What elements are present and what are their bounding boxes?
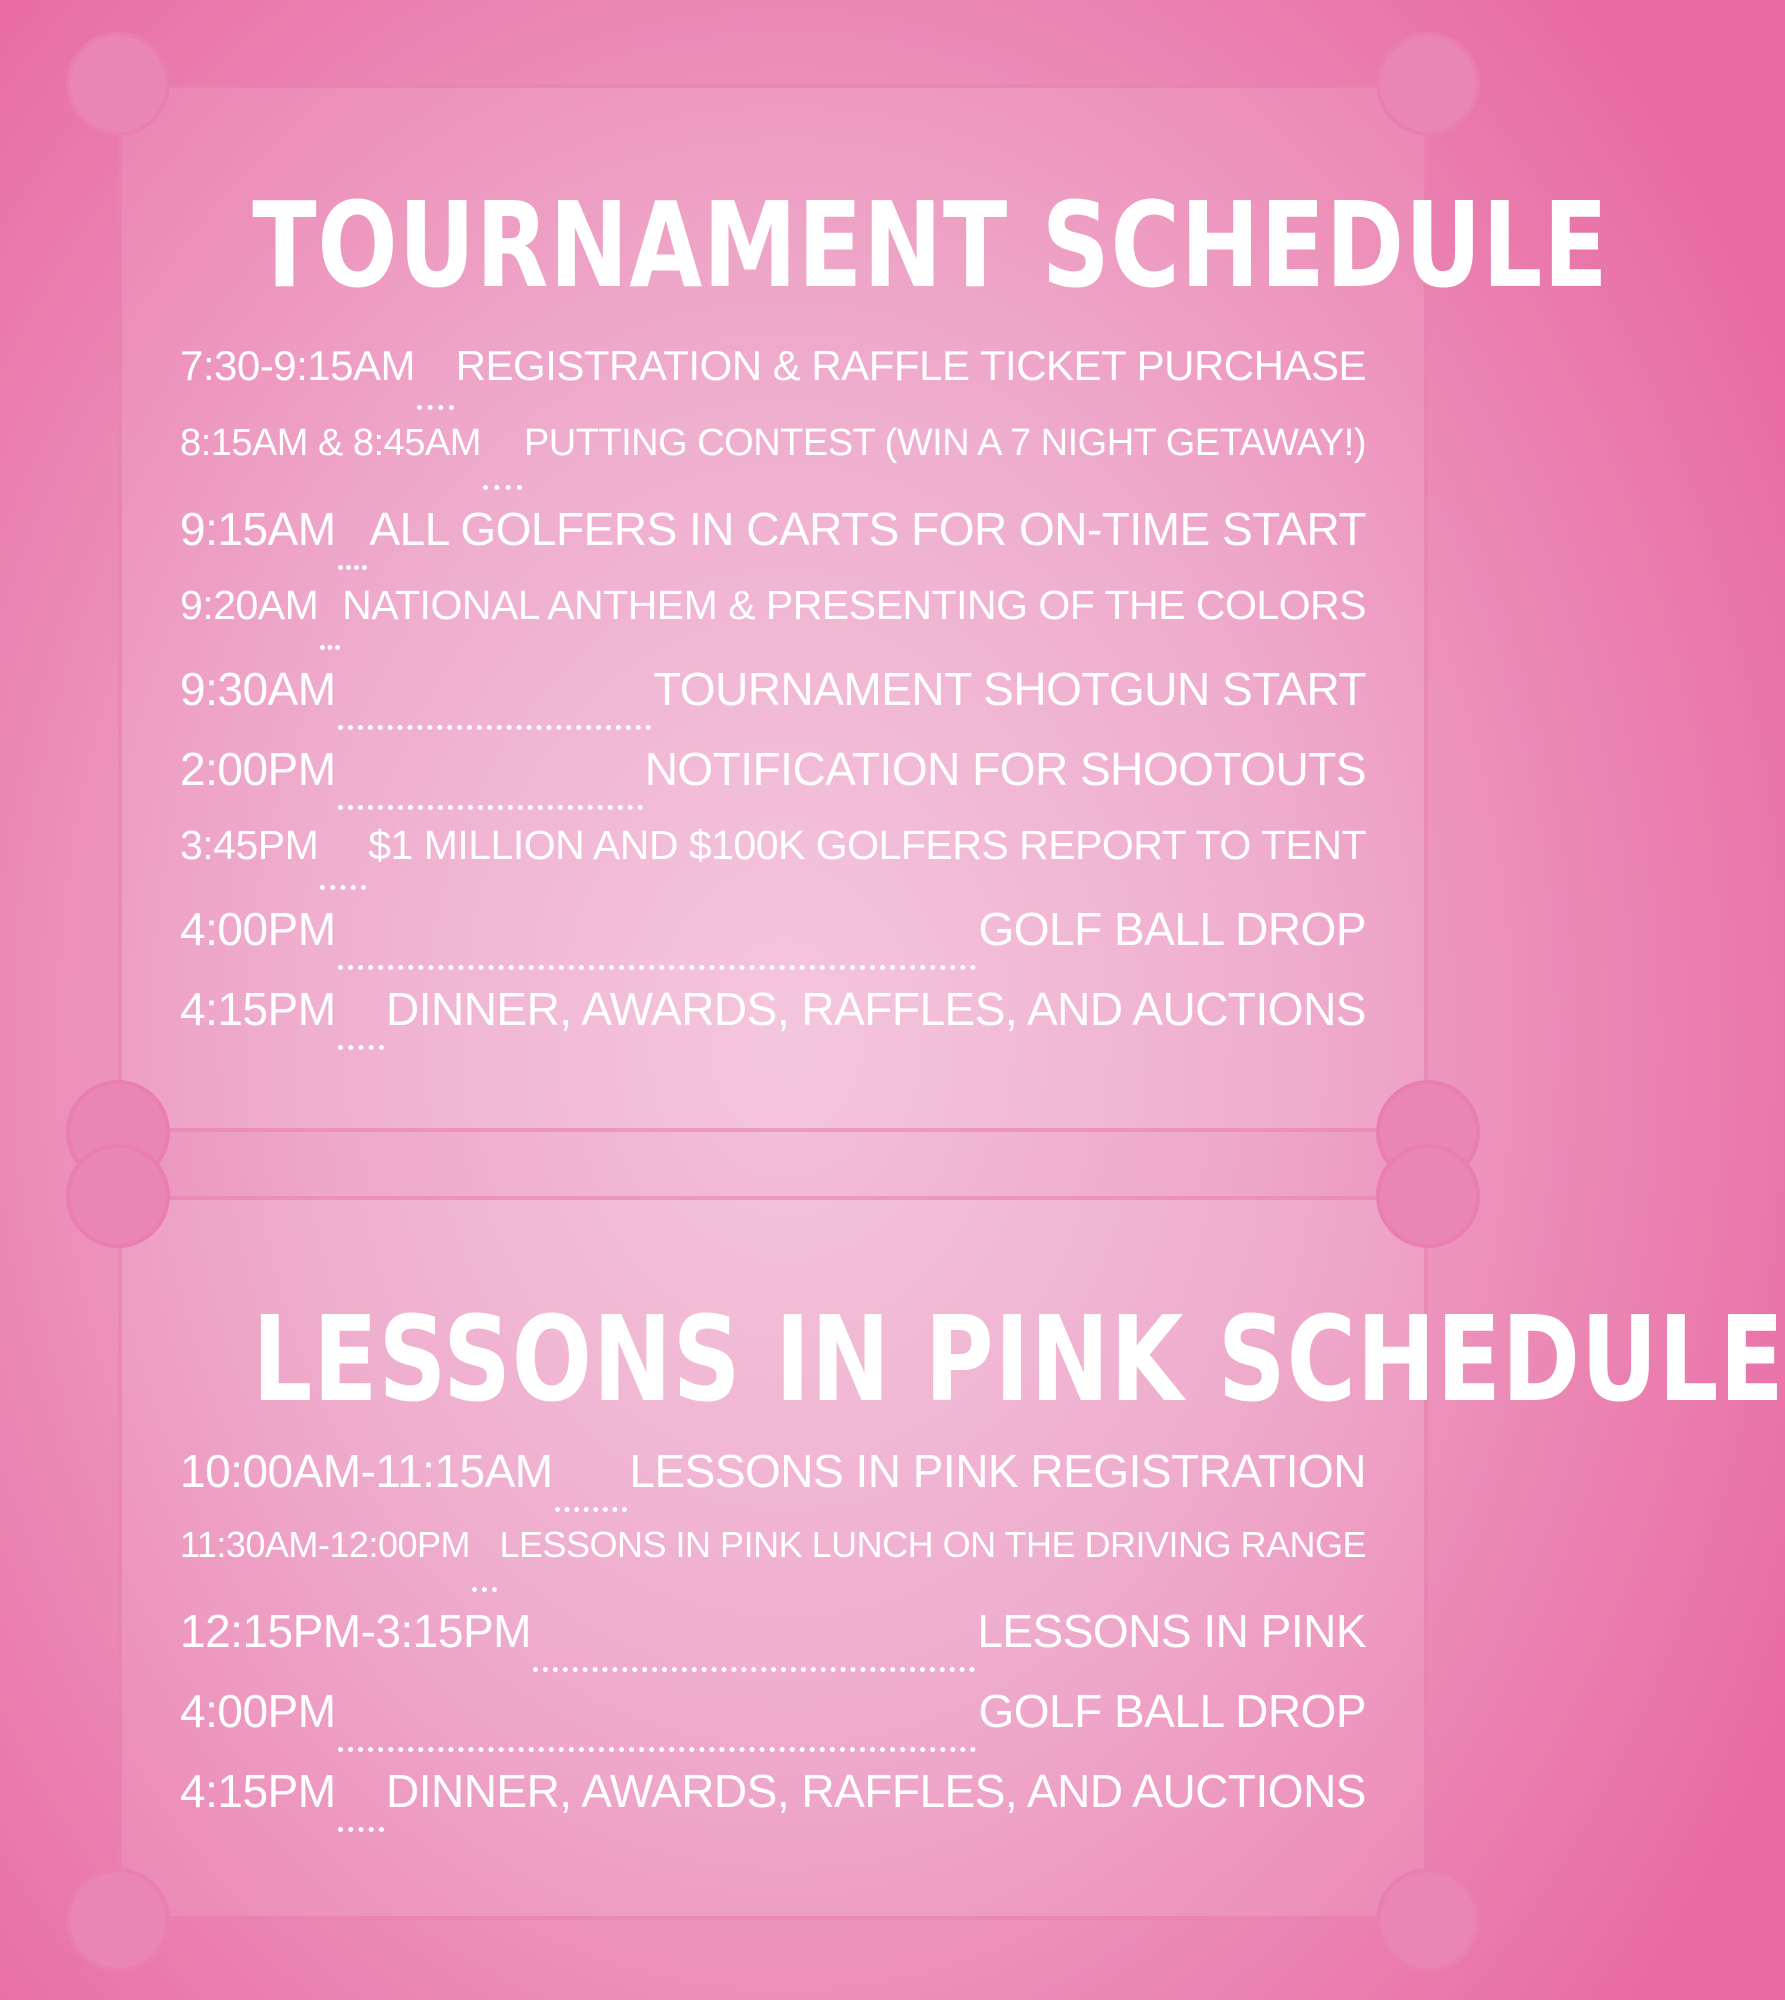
- schedule-row: [180, 422, 1366, 502]
- schedule-time: 7:30-9:15AM: [180, 342, 415, 389]
- schedule-time: 9:20AM: [180, 582, 319, 628]
- panel-corner-notch: [1376, 1868, 1480, 1972]
- schedule-event: DINNER, AWARDS, RAFFLES, AND AUCTIONS: [385, 1765, 1366, 1817]
- dot-leader: [338, 1045, 384, 1050]
- dot-leader: [338, 965, 977, 970]
- lessons-in-pink-schedule-panel: [118, 1196, 1785, 1920]
- schedule-event: $1 MILLION AND $100K GOLFERS REPORT TO TENT: [368, 822, 1366, 868]
- dot-leader: [320, 645, 340, 650]
- panel-corner-notch: [66, 1144, 170, 1248]
- schedule-row: [180, 1764, 1366, 1844]
- tournament-schedule-title: TOURNAMENT SCHEDULE: [252, 176, 1609, 314]
- panel-corner-notch: [66, 32, 170, 136]
- dot-leader: [555, 1507, 628, 1512]
- schedule-event: REGISTRATION & RAFFLE TICKET PURCHASE: [455, 342, 1366, 389]
- schedule-event: TOURNAMENT SHOTGUN START: [653, 663, 1366, 715]
- panel-corner-notch: [1376, 32, 1480, 136]
- dot-leader: [320, 885, 366, 890]
- dot-leader: [533, 1667, 975, 1672]
- schedule-event: GOLF BALL DROP: [978, 1685, 1366, 1737]
- dot-leader: [338, 725, 651, 730]
- schedule-event: ALL GOLFERS IN CARTS FOR ON-TIME START: [369, 503, 1366, 555]
- schedule-time: 10:00AM-11:15AM: [180, 1445, 553, 1497]
- schedule-time: 9:30AM: [180, 663, 336, 715]
- schedule-event: LESSONS IN PINK: [977, 1605, 1366, 1657]
- dot-leader: [472, 1587, 497, 1592]
- schedule-row: [180, 902, 1366, 982]
- schedule-row: [180, 1604, 1366, 1684]
- schedule-row: [180, 982, 1366, 1062]
- dot-leader: [338, 1827, 384, 1832]
- lessons-schedule-list: [180, 1444, 1366, 1844]
- schedule-time: 4:15PM: [180, 1765, 336, 1817]
- dot-leader: [338, 805, 643, 810]
- schedule-row: [180, 822, 1366, 902]
- schedule-event: DINNER, AWARDS, RAFFLES, AND AUCTIONS: [385, 983, 1366, 1035]
- schedule-event: LESSONS IN PINK REGISTRATION: [629, 1445, 1366, 1497]
- schedule-time: 4:00PM: [180, 903, 336, 955]
- schedule-time: 4:00PM: [180, 1685, 336, 1737]
- schedule-row: [180, 502, 1366, 582]
- schedule-row: [180, 1684, 1366, 1764]
- schedule-time: 9:15AM: [180, 503, 336, 555]
- schedule-time: 11:30AM-12:00PM: [180, 1524, 470, 1565]
- tournament-schedule-panel: [118, 84, 1609, 1132]
- schedule-time: 2:00PM: [180, 743, 336, 795]
- dot-leader: [417, 405, 454, 410]
- schedule-event: LESSONS IN PINK LUNCH ON THE DRIVING RANGE: [499, 1524, 1366, 1565]
- schedule-row: [180, 582, 1366, 662]
- schedule-event: PUTTING CONTEST (WIN A 7 NIGHT GETAWAY!): [523, 422, 1366, 464]
- schedule-row: [180, 742, 1366, 822]
- schedule-time: 12:15PM-3:15PM: [180, 1605, 531, 1657]
- panel-corner-notch: [66, 1868, 170, 1972]
- schedule-row: [180, 1444, 1366, 1524]
- schedule-event: NATIONAL ANTHEM & PRESENTING OF THE COLORS: [342, 582, 1366, 628]
- dot-leader: [483, 485, 522, 490]
- schedule-time: 3:45PM: [180, 822, 319, 868]
- schedule-row: [180, 662, 1366, 742]
- tournament-schedule-list: [180, 342, 1366, 1062]
- lessons-schedule-title: LESSONS IN PINK SCHEDULE: [252, 1290, 1785, 1428]
- dot-leader: [338, 565, 368, 570]
- schedule-event: NOTIFICATION FOR SHOOTOUTS: [644, 743, 1366, 795]
- schedule-row: [180, 342, 1366, 422]
- schedule-time: 4:15PM: [180, 983, 336, 1035]
- panel-corner-notch: [1376, 1144, 1480, 1248]
- schedule-event: GOLF BALL DROP: [978, 903, 1366, 955]
- schedule-time: 8:15AM & 8:45AM: [180, 422, 481, 464]
- schedule-row: [180, 1524, 1366, 1604]
- dot-leader: [338, 1747, 977, 1752]
